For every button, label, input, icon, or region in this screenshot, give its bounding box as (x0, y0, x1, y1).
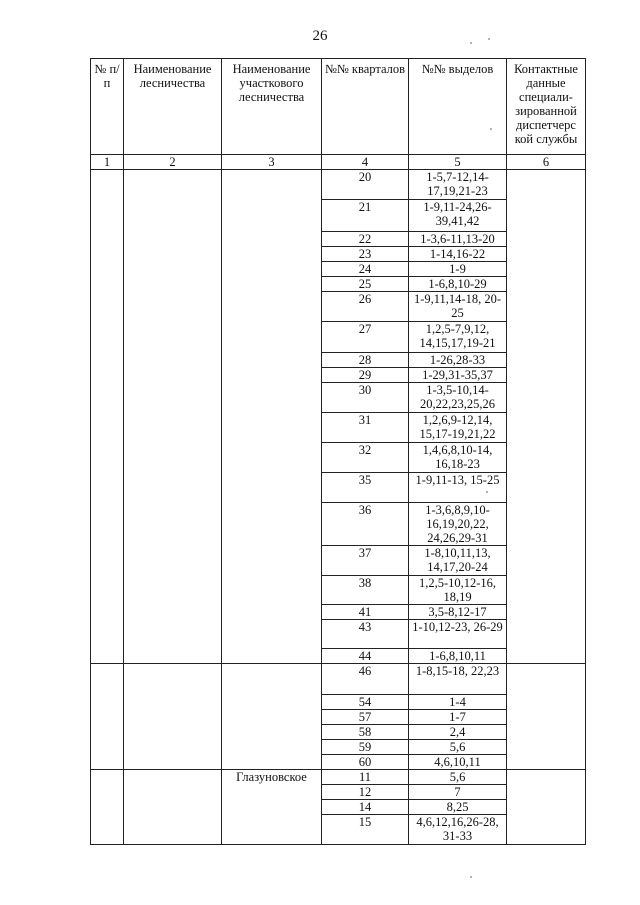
header-quarters: №№ кварталов (322, 59, 409, 155)
quarter-cell: 38 (322, 576, 409, 605)
plots-cell: 1-9,11-13, 15-25 (409, 473, 507, 503)
plots-cell: 2,4 (409, 725, 507, 740)
plots-cell: 1-3,6-11,13-20 (409, 232, 507, 247)
plots-cell: 1-5,7-12,14-17,19,21-23 (409, 170, 507, 200)
quarter-cell: 20 (322, 170, 409, 200)
plots-cell: 1-14,16-22 (409, 247, 507, 262)
table-header-row (91, 59, 586, 155)
plots-cell: 5,6 (409, 740, 507, 755)
plots-cell: 7 (409, 785, 507, 800)
header-district-forestry: Наименование участкового лесничества (222, 59, 322, 155)
header-number: № п/п (91, 59, 124, 155)
page-number: 26 (312, 28, 328, 44)
quarter-cell: 12 (322, 785, 409, 800)
scan-speck (470, 876, 472, 878)
plots-cell: 1,4,6,8,10-14, 16,18-23 (409, 443, 507, 473)
plots-cell: 1,2,5-7,9,12, 14,15,17,19-21 (409, 322, 507, 353)
quarters-table (90, 58, 586, 845)
quarter-cell: 26 (322, 292, 409, 322)
plots-cell: 4,6,12,16,26-28, 31-33 (409, 815, 507, 845)
plots-cell: 4,6,10,11 (409, 755, 507, 770)
column-number: 1 (91, 155, 124, 170)
quarter-cell: 36 (322, 503, 409, 546)
quarter-cell: 46 (322, 664, 409, 695)
quarter-cell: 27 (322, 322, 409, 353)
table-row (91, 664, 586, 695)
quarter-cell: 22 (322, 232, 409, 247)
quarter-cell: 43 (322, 620, 409, 649)
quarter-cell: 58 (322, 725, 409, 740)
quarter-cell: 60 (322, 755, 409, 770)
contacts-cell (507, 170, 586, 664)
table-row (91, 770, 586, 785)
plots-cell: 1-9,11,14-18, 20-25 (409, 292, 507, 322)
quarter-cell: 24 (322, 262, 409, 277)
plots-cell: 1-29,31-35,37 (409, 368, 507, 383)
column-number: 6 (507, 155, 586, 170)
quarter-cell: 29 (322, 368, 409, 383)
forestry-cell (124, 170, 222, 664)
quarter-cell: 25 (322, 277, 409, 292)
column-number: 3 (222, 155, 322, 170)
quarter-cell: 44 (322, 649, 409, 664)
quarter-cell: 14 (322, 800, 409, 815)
header-forestry: Наименование лесничества (124, 59, 222, 155)
plots-cell: 3,5-8,12-17 (409, 605, 507, 620)
column-number: 4 (322, 155, 409, 170)
quarter-cell: 23 (322, 247, 409, 262)
plots-cell: 1-3,6,8,9,10-16,19,20,22, 24,26,29-31 (409, 503, 507, 546)
plots-cell: 1,2,5-10,12-16, 18,19 (409, 576, 507, 605)
plots-cell: 1-9,11-24,26-39,41,42 (409, 200, 507, 232)
plots-cell: 1-6,8,10-29 (409, 277, 507, 292)
plots-cell: 1-6,8,10,11 (409, 649, 507, 664)
header-contacts: Контактные данные специали-зированной диспетчерс кой службы (507, 59, 586, 155)
row-number-cell (91, 664, 124, 770)
plots-cell: 1,2,6,9-12,14, 15,17-19,21,22 (409, 413, 507, 443)
plots-cell: 1-7 (409, 710, 507, 725)
plots-cell: 5,6 (409, 770, 507, 785)
contacts-cell (507, 770, 586, 845)
forestry-cell (124, 770, 222, 845)
plots-cell: 1-8,10,11,13, 14,17,20-24 (409, 546, 507, 576)
plots-cell: 1-8,15-18, 22,23 (409, 664, 507, 695)
quarter-cell: 37 (322, 546, 409, 576)
quarter-cell: 15 (322, 815, 409, 845)
district-forestry-cell (222, 664, 322, 770)
plots-cell: 1-4 (409, 695, 507, 710)
district-forestry-cell: Глазуновское (222, 770, 322, 845)
plots-cell: 1-26,28-33 (409, 353, 507, 368)
column-number: 5 (409, 155, 507, 170)
column-number-row (91, 155, 586, 170)
column-number: 2 (124, 155, 222, 170)
quarter-cell: 31 (322, 413, 409, 443)
contacts-cell (507, 664, 586, 770)
quarter-cell: 21 (322, 200, 409, 232)
plots-cell: 1-9 (409, 262, 507, 277)
quarter-cell: 59 (322, 740, 409, 755)
scan-speck (488, 38, 490, 40)
scan-speck (470, 42, 472, 44)
plots-cell: 1-10,12-23, 26-29 (409, 620, 507, 649)
quarter-cell: 35 (322, 473, 409, 503)
row-number-cell (91, 170, 124, 664)
quarter-cell: 32 (322, 443, 409, 473)
forestry-cell (124, 664, 222, 770)
quarter-cell: 11 (322, 770, 409, 785)
district-forestry-cell (222, 170, 322, 664)
quarter-cell: 57 (322, 710, 409, 725)
quarter-cell: 41 (322, 605, 409, 620)
quarter-cell: 28 (322, 353, 409, 368)
table-body (91, 170, 586, 845)
row-number-cell (91, 770, 124, 845)
quarter-cell: 30 (322, 383, 409, 413)
table-row (91, 170, 586, 200)
header-plots: №№ выделов (409, 59, 507, 155)
plots-cell: 8,25 (409, 800, 507, 815)
quarter-cell: 54 (322, 695, 409, 710)
plots-cell: 1-3,5-10,14-20,22,23,25,26 (409, 383, 507, 413)
